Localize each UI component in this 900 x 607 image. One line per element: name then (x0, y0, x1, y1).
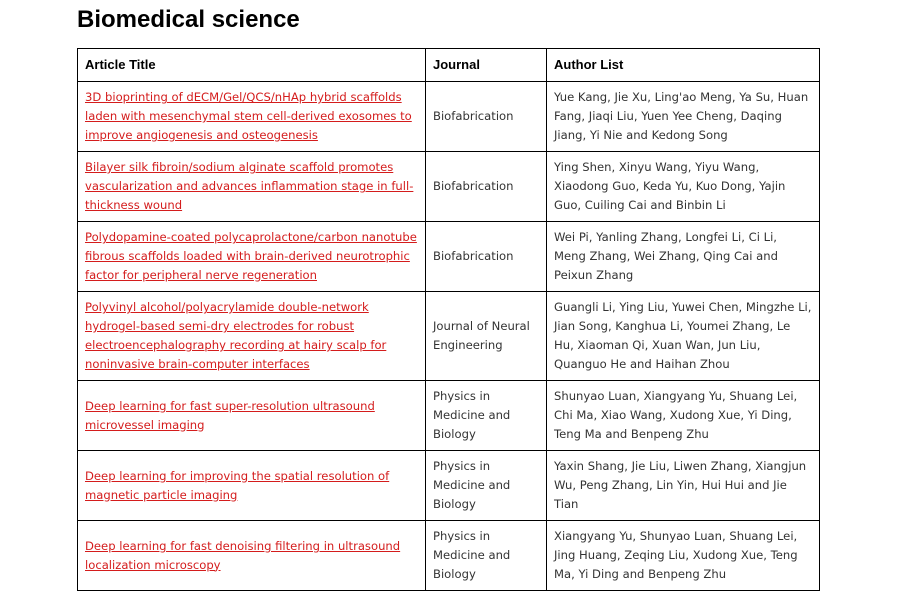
table-header-row (78, 49, 820, 82)
table-row (78, 152, 820, 222)
article-title-link[interactable]: Polyvinyl alcohol/polyacrylamide double-network hydrogel-based semi-dry electrodes for robust electroencephalography recording at hairy scalp for noninvasive brain-computer interfaces (85, 300, 387, 371)
author-list-cell: Wei Pi, Yanling Zhang, Longfei Li, Ci Li, Meng Zhang, Wei Zhang, Qing Cai and Peixun Zhang (547, 222, 820, 292)
article-title-cell (78, 152, 426, 222)
article-title-cell (78, 82, 426, 152)
author-list-cell: Guangli Li, Ying Liu, Yuwei Chen, Mingzhe Li, Jian Song, Kanghua Li, Youmei Zhang, Le Hu, Xiaoman Qi, Xuan Wan, Jun Liu, Quanguo He and Haihan Zhou (547, 292, 820, 381)
table-row (78, 521, 820, 591)
article-title-link[interactable]: Deep learning for fast denoising filtering in ultrasound localization microscopy (85, 538, 401, 572)
article-title-link[interactable]: 3D bioprinting of dECM/Gel/QCS/nHAp hybrid scaffolds laden with mesenchymal stem cell-derived exosomes to improve angiogenesis and osteogenesis (85, 90, 412, 142)
article-title-cell (78, 292, 426, 381)
header-article-title: Article Title (78, 49, 426, 82)
article-title-link[interactable]: Polydopamine-coated polycaprolactone/carbon nanotube fibrous scaffolds loaded with brain-derived neurotrophic factor for peripheral nerve regeneration (85, 230, 417, 282)
journal-cell: Physics in Medicine and Biology (426, 381, 547, 451)
header-author-list: Author List (547, 49, 820, 82)
article-title-cell (78, 451, 426, 521)
journal-cell: Biofabrication (426, 152, 547, 222)
article-title-cell (78, 222, 426, 292)
table-row (78, 82, 820, 152)
header-journal: Journal (426, 49, 547, 82)
author-list-cell: Xiangyang Yu, Shunyao Luan, Shuang Lei, Jing Huang, Zeqing Liu, Xudong Xue, Teng Ma, Yi Ding and Benpeng Zhu (547, 521, 820, 591)
journal-cell: Physics in Medicine and Biology (426, 451, 547, 521)
author-list-cell: Yue Kang, Jie Xu, Ling'ao Meng, Ya Su, Huan Fang, Jiaqi Liu, Yuen Yee Cheng, Daqing Jiang, Yi Nie and Kedong Song (547, 82, 820, 152)
author-list-cell: Ying Shen, Xinyu Wang, Yiyu Wang, Xiaodong Guo, Keda Yu, Kuo Dong, Yajin Guo, Cuiling Cai and Binbin Li (547, 152, 820, 222)
author-list-cell: Shunyao Luan, Xiangyang Yu, Shuang Lei, Chi Ma, Xiao Wang, Xudong Xue, Yi Ding, Teng Ma and Benpeng Zhu (547, 381, 820, 451)
article-title-link[interactable]: Deep learning for improving the spatial resolution of magnetic particle imaging (85, 468, 390, 502)
article-title-link[interactable]: Bilayer silk fibroin/sodium alginate scaffold promotes vascularization and advances inflammation stage in full-thickness wound (85, 160, 414, 212)
journal-cell: Biofabrication (426, 222, 547, 292)
table-row (78, 292, 820, 381)
journal-cell: Biofabrication (426, 82, 547, 152)
article-title-link[interactable]: Deep learning for fast super-resolution ultrasound microvessel imaging (85, 398, 375, 432)
table-row (78, 451, 820, 521)
page-title: Biomedical science (77, 6, 300, 33)
article-title-cell (78, 381, 426, 451)
table-row (78, 222, 820, 292)
articles-table (77, 48, 820, 591)
table-row (78, 381, 820, 451)
article-title-cell (78, 521, 426, 591)
journal-cell: Physics in Medicine and Biology (426, 521, 547, 591)
author-list-cell: Yaxin Shang, Jie Liu, Liwen Zhang, Xiangjun Wu, Peng Zhang, Lin Yin, Hui Hui and Jie Tian (547, 451, 820, 521)
journal-cell: Journal of Neural Engineering (426, 292, 547, 381)
